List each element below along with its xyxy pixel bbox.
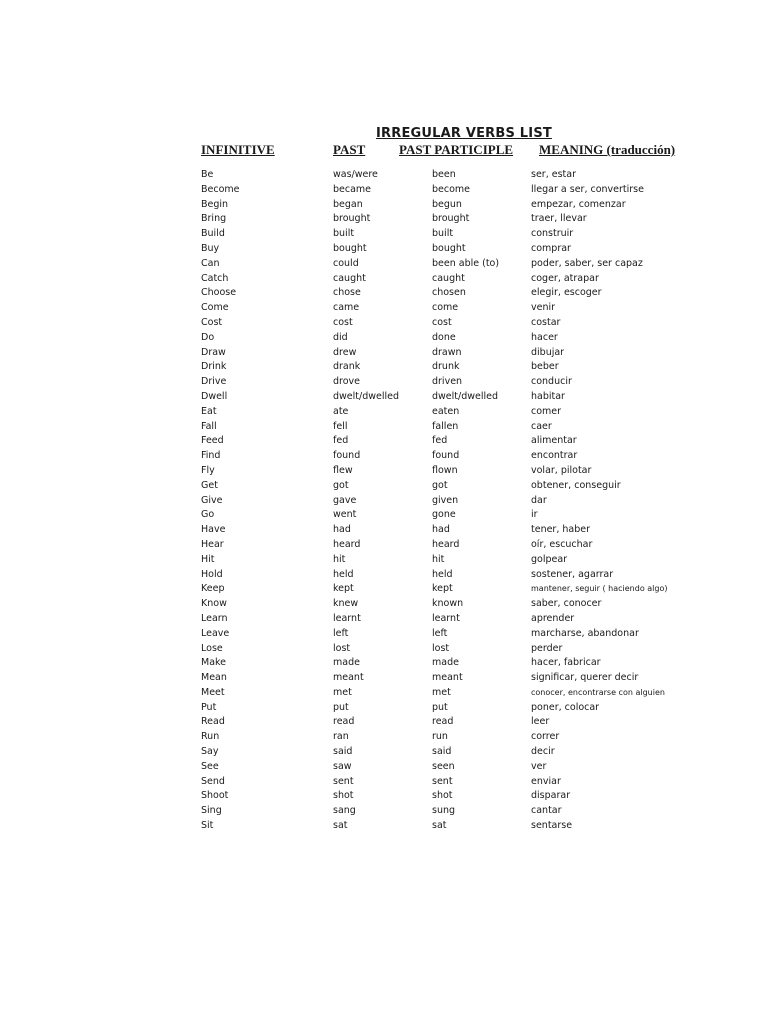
meaning-cell: conocer, encontrarse con alguien: [531, 687, 665, 697]
meaning-cell: significar, querer decir: [531, 672, 639, 684]
table-row: [0, 449, 768, 464]
infinitive-cell: Learn: [201, 612, 228, 624]
table-row: [0, 301, 768, 316]
past-cell: came: [333, 302, 360, 314]
infinitive-cell: Know: [201, 598, 227, 610]
infinitive-cell: Make: [201, 657, 227, 669]
meaning-cell: volar, pilotar: [531, 464, 592, 476]
table-row: [0, 715, 768, 730]
past-participle-cell: begun: [432, 198, 462, 210]
infinitive-cell: Be: [201, 169, 214, 180]
past-cell: kept: [333, 583, 354, 595]
past-participle-cell: been able (to): [432, 257, 500, 269]
past-cell: said: [333, 746, 353, 758]
meaning-cell: construir: [531, 228, 574, 240]
past-participle-cell: driven: [432, 376, 463, 388]
table-row: [0, 612, 768, 627]
meaning-cell: enviar: [531, 775, 561, 787]
infinitive-cell: Feed: [201, 435, 224, 447]
infinitive-cell: Lose: [201, 642, 223, 654]
past-cell: gave: [333, 494, 357, 506]
past-participle-cell: lost: [432, 642, 450, 654]
past-participle-cell: bought: [432, 242, 466, 254]
past-participle-cell: heard: [432, 538, 460, 550]
past-cell: did: [333, 331, 348, 343]
table-row: [0, 360, 768, 375]
infinitive-cell: Do: [201, 331, 215, 343]
table-row: [0, 212, 768, 227]
past-cell: fell: [333, 420, 348, 432]
infinitive-cell: Drink: [201, 361, 227, 373]
past-participle-cell: chosen: [432, 287, 466, 299]
infinitive-cell: Hold: [201, 568, 223, 580]
table-row: [0, 627, 768, 642]
past-participle-cell: sat: [432, 820, 447, 832]
past-participle-cell: read: [432, 716, 454, 728]
table-row: [0, 760, 768, 775]
past-participle-cell: left: [432, 627, 448, 639]
past-participle-cell: come: [432, 302, 459, 314]
past-cell: left: [333, 627, 349, 639]
infinitive-cell: Build: [201, 228, 225, 240]
past-participle-cell: given: [432, 494, 459, 506]
past-participle-cell: eaten: [432, 405, 460, 417]
table-row: [0, 346, 768, 361]
infinitive-cell: Come: [201, 302, 229, 314]
verbs-table: [0, 168, 768, 834]
past-participle-cell: shot: [432, 790, 453, 802]
table-row: [0, 789, 768, 804]
past-participle-cell: run: [432, 731, 448, 743]
past-cell: cost: [333, 316, 353, 328]
infinitive-cell: Read: [201, 716, 225, 728]
past-cell: dwelt/dwelled: [333, 390, 400, 402]
table-row: [0, 168, 768, 183]
past-cell: bought: [333, 242, 367, 254]
past-cell: lost: [333, 642, 351, 654]
past-participle-cell: fed: [432, 435, 448, 447]
infinitive-cell: Draw: [201, 346, 226, 358]
meaning-cell: disparar: [531, 790, 571, 802]
meaning-cell: empezar, comenzar: [531, 198, 626, 210]
past-participle-cell: drawn: [432, 346, 462, 358]
past-cell: had: [333, 524, 351, 536]
past-cell: fed: [333, 435, 349, 447]
table-row: [0, 227, 768, 242]
meaning-cell: ir: [531, 509, 538, 521]
past-cell: chose: [333, 287, 361, 299]
meaning-cell: comprar: [531, 242, 571, 254]
table-row: [0, 568, 768, 583]
meaning-cell: poner, colocar: [531, 701, 600, 713]
table-row: [0, 508, 768, 523]
table-row: [0, 198, 768, 213]
past-cell: sang: [333, 805, 356, 817]
infinitive-cell: Buy: [201, 242, 220, 254]
meaning-cell: beber: [531, 361, 559, 373]
meaning-cell: sostener, agarrar: [531, 568, 614, 580]
table-row: [0, 479, 768, 494]
meaning-cell: decir: [531, 746, 555, 758]
table-row: [0, 375, 768, 390]
meaning-cell: ver: [531, 760, 547, 772]
meaning-cell: leer: [531, 716, 550, 728]
past-cell: saw: [333, 760, 352, 772]
past-participle-cell: meant: [432, 672, 463, 684]
table-row: [0, 257, 768, 272]
past-cell: flew: [333, 464, 353, 476]
meaning-cell: sentarse: [531, 820, 573, 832]
meaning-cell: habitar: [531, 390, 565, 402]
meaning-cell: hacer: [531, 331, 558, 343]
meaning-cell: dibujar: [531, 346, 565, 358]
infinitive-cell: Can: [201, 257, 220, 269]
past-cell: knew: [333, 598, 359, 610]
past-cell: built: [333, 228, 355, 240]
past-participle-cell: met: [432, 686, 451, 698]
table-row: [0, 730, 768, 745]
infinitive-cell: Meet: [201, 686, 225, 698]
meaning-cell: mantener, seguir ( haciendo algo): [531, 584, 668, 594]
past-cell: drank: [333, 361, 361, 373]
meaning-cell: tener, haber: [531, 524, 591, 536]
meaning-cell: coger, atrapar: [531, 272, 599, 284]
table-row: [0, 553, 768, 568]
table-row: [0, 597, 768, 612]
past-participle-cell: made: [432, 657, 459, 669]
past-cell: could: [333, 257, 359, 269]
table-row: [0, 671, 768, 686]
past-participle-cell: built: [432, 228, 454, 240]
table-row: [0, 316, 768, 331]
infinitive-cell: Eat: [201, 405, 217, 417]
meaning-cell: obtener, conseguir: [531, 479, 621, 491]
past-cell: was/were: [333, 169, 378, 180]
infinitive-cell: Run: [201, 731, 220, 743]
document-title: IRREGULAR VERBS LIST: [376, 126, 552, 141]
past-participle-cell: sung: [432, 805, 456, 817]
past-participle-cell: brought: [432, 213, 470, 225]
infinitive-cell: Say: [201, 746, 219, 758]
past-cell: put: [333, 701, 349, 713]
meaning-cell: costar: [531, 316, 561, 328]
infinitive-cell: Go: [201, 509, 215, 521]
past-participle-cell: held: [432, 568, 453, 580]
meaning-cell: saber, conocer: [531, 598, 602, 610]
past-cell: became: [333, 183, 372, 195]
table-row: [0, 775, 768, 790]
past-participle-cell: gone: [432, 509, 456, 521]
past-cell: found: [333, 450, 361, 462]
past-cell: shot: [333, 790, 354, 802]
infinitive-cell: Leave: [201, 627, 230, 639]
past-participle-cell: caught: [432, 272, 465, 284]
meaning-cell: hacer, fabricar: [531, 657, 601, 669]
table-row: [0, 405, 768, 420]
meaning-cell: ser, estar: [531, 169, 576, 180]
table-row: [0, 804, 768, 819]
meaning-cell: poder, saber, ser capaz: [531, 257, 643, 269]
past-cell: read: [333, 716, 355, 728]
table-row: [0, 582, 768, 597]
table-row: [0, 464, 768, 479]
infinitive-cell: Sit: [201, 820, 214, 832]
table-row: [0, 656, 768, 671]
table-row: [0, 642, 768, 657]
past-participle-cell: said: [432, 746, 452, 758]
infinitive-cell: Hit: [201, 553, 215, 565]
past-cell: got: [333, 479, 349, 491]
meaning-cell: venir: [531, 302, 556, 314]
table-row: [0, 523, 768, 538]
table-row: [0, 434, 768, 449]
meaning-cell: conducir: [531, 376, 572, 388]
column-header-meaning: MEANING (traducción): [539, 142, 676, 157]
infinitive-cell: Catch: [201, 272, 229, 284]
meaning-cell: traer, llevar: [531, 213, 587, 225]
table-row: [0, 272, 768, 287]
infinitive-cell: Dwell: [201, 390, 228, 402]
meaning-cell: oír, escuchar: [531, 538, 593, 550]
past-participle-cell: known: [432, 598, 464, 610]
table-row: [0, 701, 768, 716]
meaning-cell: dar: [531, 494, 547, 506]
infinitive-cell: Become: [201, 183, 240, 195]
past-cell: meant: [333, 672, 364, 684]
infinitive-cell: Choose: [201, 287, 237, 299]
infinitive-cell: Begin: [201, 198, 229, 210]
column-header-past: PAST: [333, 142, 366, 157]
past-participle-cell: put: [432, 701, 448, 713]
infinitive-cell: Give: [201, 494, 223, 506]
past-cell: held: [333, 568, 354, 580]
past-participle-cell: had: [432, 524, 450, 536]
past-cell: sent: [333, 775, 354, 787]
table-row: [0, 745, 768, 760]
table-row: [0, 538, 768, 553]
meaning-cell: encontrar: [531, 450, 578, 462]
infinitive-cell: Sing: [201, 805, 222, 817]
past-cell: brought: [333, 213, 371, 225]
infinitive-cell: Get: [201, 479, 218, 491]
table-row: [0, 331, 768, 346]
table-row: [0, 242, 768, 257]
meaning-cell: llegar a ser, convertirse: [531, 183, 644, 195]
past-participle-cell: cost: [432, 316, 452, 328]
past-participle-cell: sent: [432, 775, 453, 787]
past-participle-cell: fallen: [432, 420, 459, 432]
infinitive-cell: Have: [201, 524, 226, 536]
past-cell: began: [333, 198, 363, 210]
past-cell: heard: [333, 538, 361, 550]
infinitive-cell: Cost: [201, 316, 223, 328]
past-participle-cell: learnt: [432, 612, 460, 624]
meaning-cell: aprender: [531, 612, 575, 624]
past-cell: hit: [333, 553, 346, 565]
past-participle-cell: hit: [432, 553, 445, 565]
table-row: [0, 390, 768, 405]
infinitive-cell: See: [201, 760, 219, 772]
past-participle-cell: seen: [432, 760, 455, 772]
meaning-cell: cantar: [531, 805, 562, 817]
past-cell: drove: [333, 376, 361, 388]
past-participle-cell: found: [432, 450, 460, 462]
meaning-cell: correr: [531, 731, 560, 743]
column-header-infinitive: INFINITIVE: [201, 142, 275, 157]
meaning-cell: golpear: [531, 553, 568, 565]
table-row: [0, 494, 768, 509]
meaning-cell: marcharse, abandonar: [531, 627, 639, 639]
table-row: [0, 420, 768, 435]
past-participle-cell: been: [432, 169, 456, 180]
past-participle-cell: become: [432, 183, 471, 195]
past-participle-cell: flown: [432, 464, 458, 476]
past-cell: ran: [333, 731, 349, 743]
past-cell: sat: [333, 820, 348, 832]
meaning-cell: elegir, escoger: [531, 287, 602, 299]
column-header-past-participle: PAST PARTICIPLE: [399, 142, 514, 157]
infinitive-cell: Hear: [201, 538, 224, 550]
meaning-cell: comer: [531, 405, 562, 417]
table-row: [0, 686, 768, 701]
table-row: [0, 183, 768, 198]
past-participle-cell: done: [432, 331, 456, 343]
past-participle-cell: kept: [432, 583, 453, 595]
past-cell: caught: [333, 272, 366, 284]
past-participle-cell: drunk: [432, 361, 460, 373]
infinitive-cell: Find: [201, 450, 221, 462]
infinitive-cell: Drive: [201, 376, 227, 388]
infinitive-cell: Shoot: [201, 790, 229, 802]
meaning-cell: alimentar: [531, 435, 577, 447]
past-cell: drew: [333, 346, 357, 358]
table-row: [0, 819, 768, 834]
meaning-cell: perder: [531, 642, 563, 654]
past-cell: met: [333, 686, 352, 698]
infinitive-cell: Fall: [201, 420, 217, 432]
infinitive-cell: Send: [201, 775, 225, 787]
meaning-cell: caer: [531, 420, 552, 432]
past-participle-cell: dwelt/dwelled: [432, 390, 499, 402]
infinitive-cell: Mean: [201, 672, 227, 684]
past-cell: learnt: [333, 612, 361, 624]
table-row: [0, 286, 768, 301]
past-participle-cell: got: [432, 479, 448, 491]
past-cell: ate: [333, 405, 349, 417]
past-cell: went: [333, 509, 357, 521]
infinitive-cell: Keep: [201, 583, 225, 595]
infinitive-cell: Put: [201, 701, 217, 713]
infinitive-cell: Fly: [201, 464, 215, 476]
infinitive-cell: Bring: [201, 213, 227, 225]
past-cell: made: [333, 657, 360, 669]
